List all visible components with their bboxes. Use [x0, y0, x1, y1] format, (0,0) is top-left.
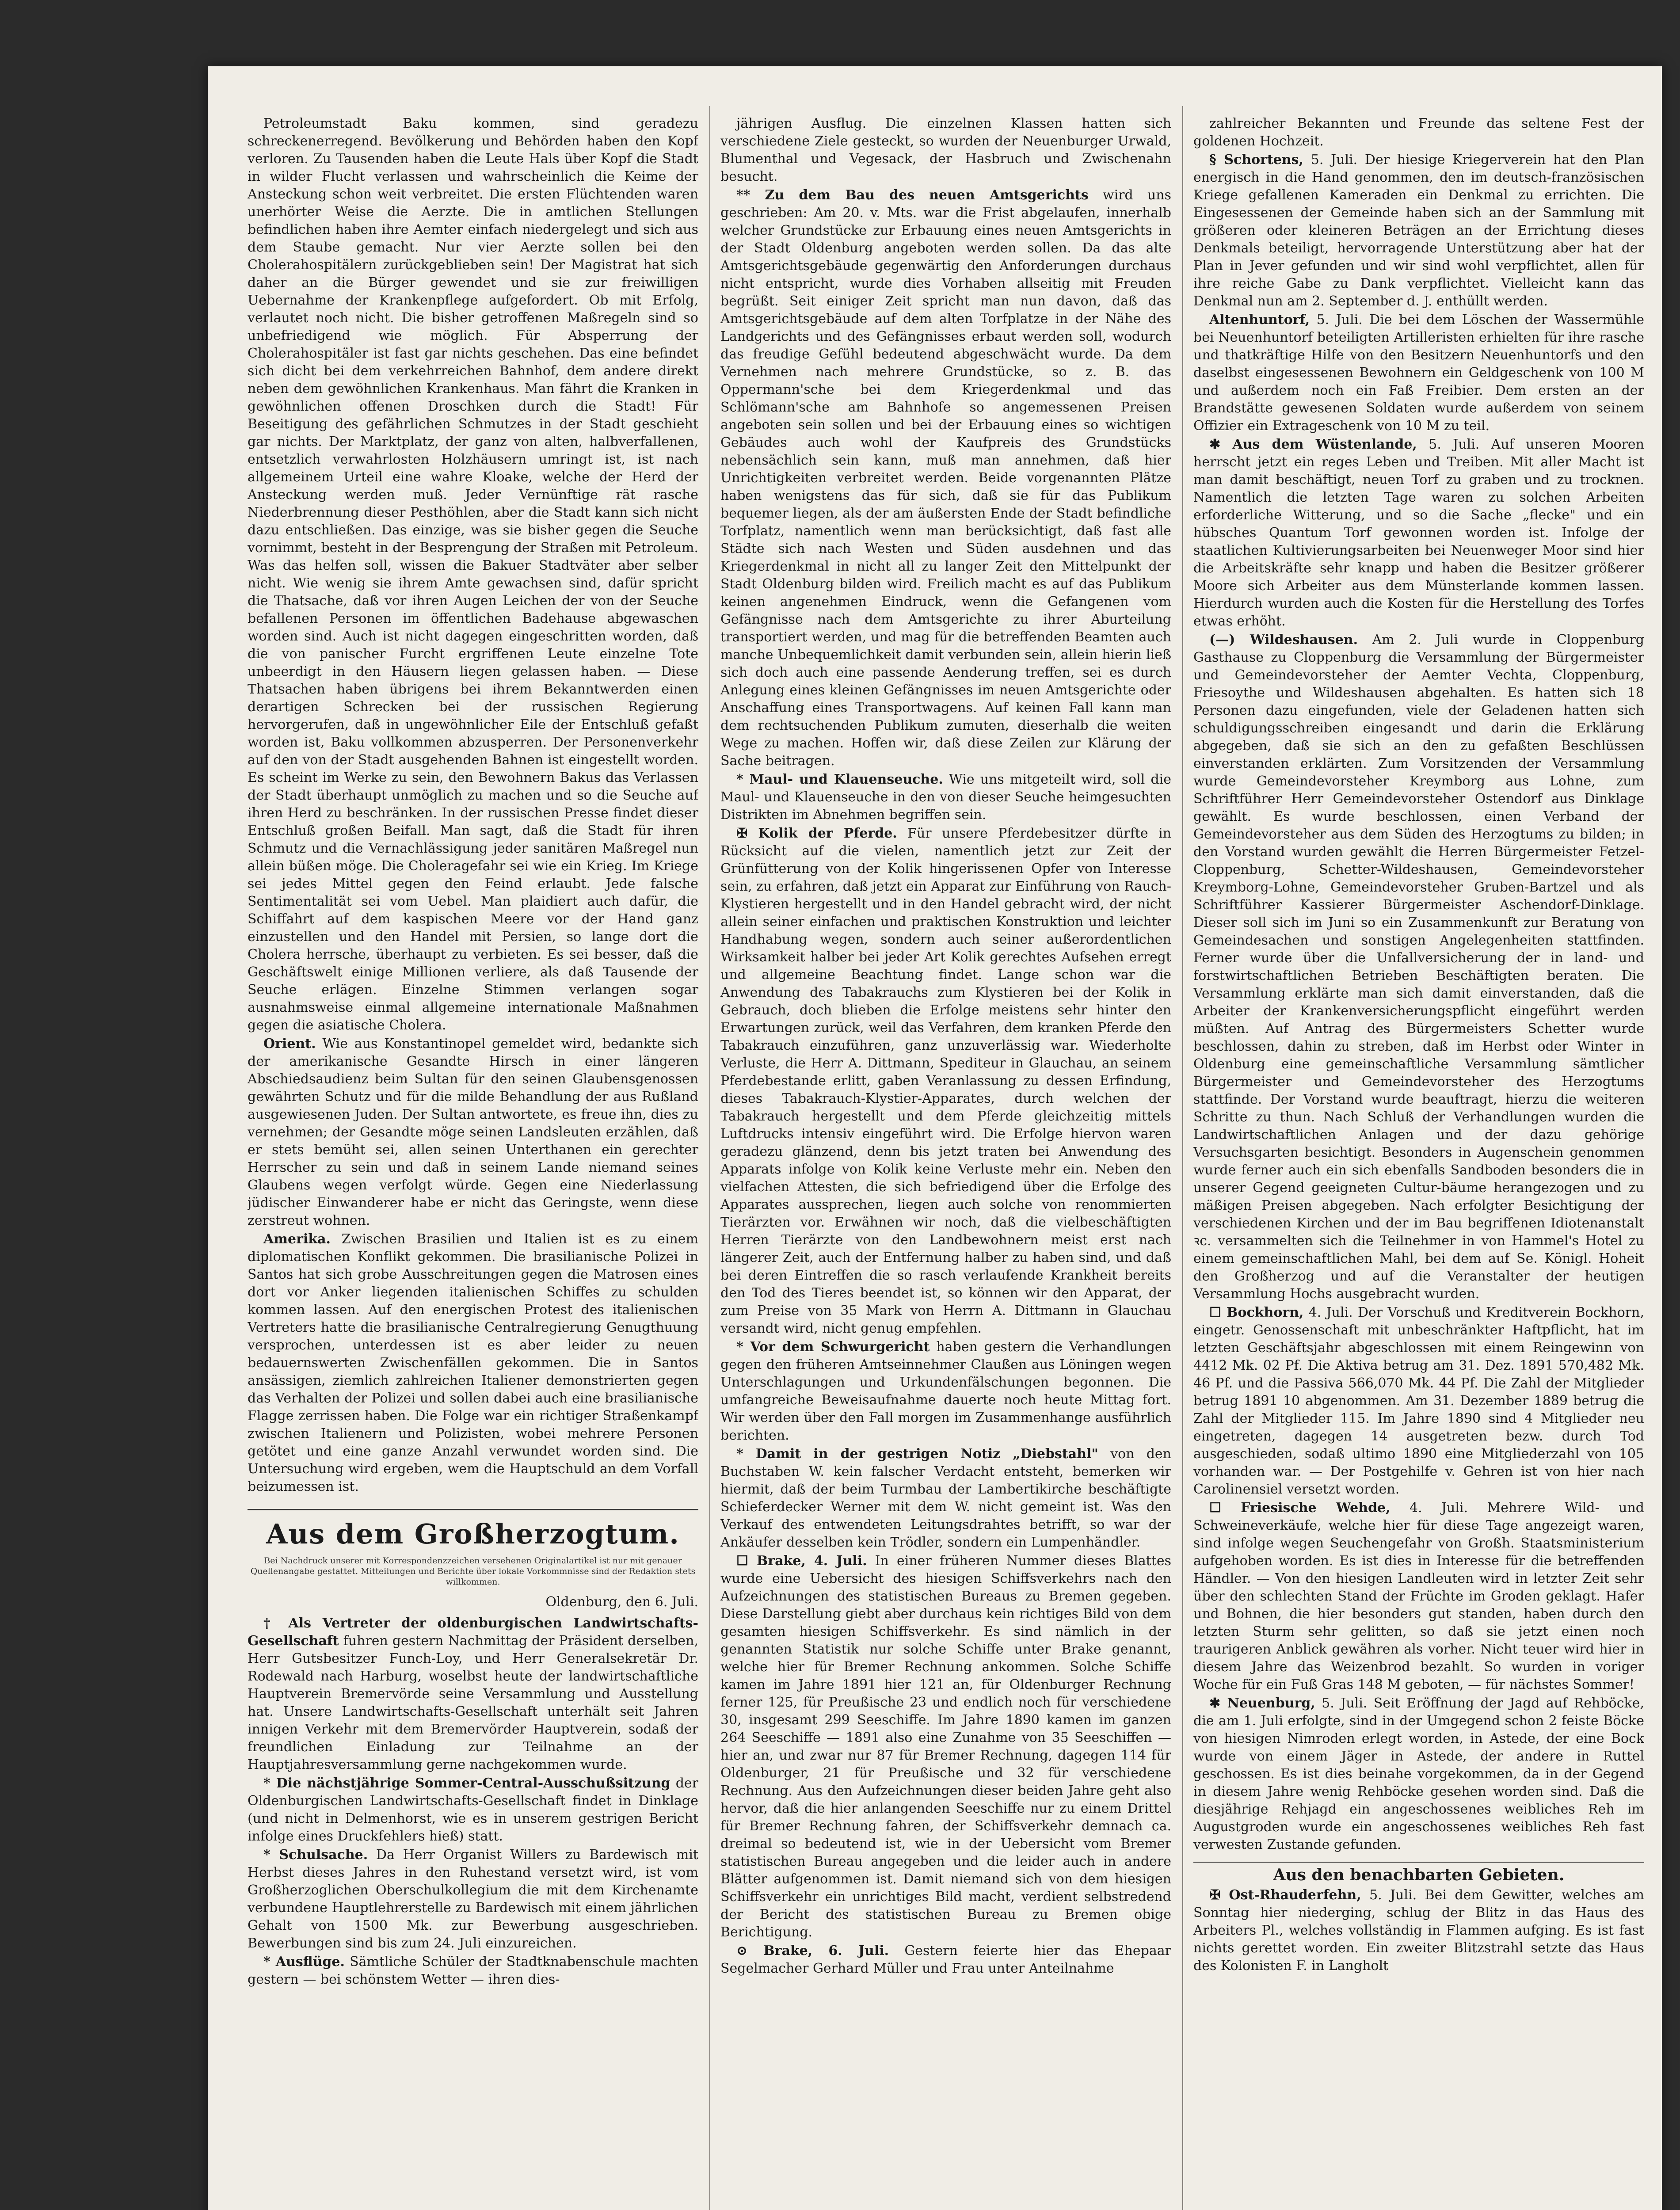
- article-kolik: [720, 825, 1171, 1337]
- article-headline: † Als Vertreter der oldenburgischen Landwirtschafts-Gesellschaft: [248, 1616, 698, 1649]
- article-headline: ✠ Kolik der Pferde.: [736, 826, 897, 841]
- article-body: Am 2. Juli wurde in Cloppenburg Gasthause zu Cloppenburg die Versammlung der Bürgermeister und Gemeindevorsteher der Aemter Vechta, Cloppenburg, Friesoythe und Wildeshausen abgehalten. Es hatten sich 18 Personen dazu eingefunden, viele der Geladenen hatten sich schuldigungsschreiben eingesandt und darin die Erklärung abgegeben, daß sie sich an den zu gefaßten Beschlüssen einverstanden erklärten. Zum Vorsitzenden der Versammlung wurde Gemeindevorsteher Kreymborg aus Lohne, zum Schriftführer Herr Gemeindevorsteher Ostendorf aus Dinklage gewählt. Es wurde beschlossen, einen Verband der Gemeindevorsteher aus dem Süden des Herzogtums zu bilden; in den Vorstand wurden gewählt die Herren Bürgermeister Fetzel-Cloppenburg, Schetter-Wildeshausen, Gemeindevorsteher Kreymborg-Lohne, Gemeindevorsteher Gruben-Bartzel und als Schriftführer Kassierer Bürgermeister Aschendorf-Dinklage. Dieser soll sich im Juni so ein Zusammenkunft zur Beratung von Gemeindesachen und sonstigen Angelegenheiten stattfinden. Ferner wurde über die Unfallversicherung der in land- und forstwirtschaftlichen Betrieben Beschäftigten beraten. Die Versammlung erklärte man sich damit einverstanden, daß die Arbeiter der Krankenversicherungspflicht eingeführt werden müßten. Auf Antrag des Bürgermeisters Schetter wurde beschlossen, dahin zu streben, daß im Herbst oder Winter in Oldenburg eine gemeinschaftliche Versammlung sämtlicher Bürgermeister und Gemeindevorsteher des Herzogtums stattfinde. Der Vorstand wurde beauftragt, hierzu die weiteren Schritte zu thun. Nach Schluß der Verhandlungen wurden die Landwirtschaftlichen Anlagen und der dazu gehörige Versuchsgarten besichtigt. Besonders in Augenschein genommen wurde ferner auch ein sich ebenfalls Sandboden besonders die in unserer Gegend geeigneten Cultur-bäume herangezogen und zu mäßigen Preisen abgegeben. Nach erfolgter Besichtigung der verschiedenen Kirchen und der im Bau begriffenen Idiotenanstalt ꝛc. versammelten sich die Teilnehmer in von Hammel's Hotel zu einem gemeinschaftlichen Mahl, bei dem auf Se. Königl. Hoheit den Großherzog und auf die Veranstalter der heutigen Versammlung Hochs ausgebracht wurden.: [1193, 632, 1644, 1302]
- article-brake-cont: zahlreicher Bekannten und Freunde das seltene Fest der goldenen Hochzeit.: [1193, 116, 1644, 149]
- article-diebstahl: [720, 1445, 1171, 1551]
- article-body: Wie aus Konstantinopel gemeldet wird, bedankte sich der amerikanische Gesandte Hirsch in einer längeren Abschiedsaudienz beim Sultan für den seinen Glaubensgenossen gewährten Schutz und für die milde Behandlung der aus Rußland ausgewiesenen Juden. Der Sultan antwortete, es freue ihn, dies zu vernehmen; der Gesandte möge seinen Landsleuten erzählen, daß er stets bemüht sei, allen seinen Unterthanen ein gerechter Herrscher zu sein und daß in seinem Lande niemand seines Glaubens wegen verfolgt würde. Gegen eine Niederlassung jüdischer Einwanderer habe er nicht das Geringste, wenn diese zerstreut wohnen.: [248, 1036, 698, 1228]
- article-headline: * Maul- und Klauenseuche.: [736, 772, 943, 787]
- article-headline: § Schortens,: [1209, 152, 1303, 168]
- article-bockhorn: [1193, 1304, 1644, 1498]
- article-body: 5. Juli. Die bei dem Löschen der Wassermühle bei Neuenhuntorf beteiligten Artilleristen erhielten für ihre rasche und thatkräftige Hilfe von den Besitzern Neuenhuntorfs und den daselbst eingesessenen Bewohnern ein Geldgeschenk von 100 M und außerdem noch ein Faß Freibier. Dem ersten an der Brandstätte gewesenen Soldaten wurde außerdem von seinem Offizier ein Extrageschenk von 10 M zu teil.: [1193, 312, 1644, 434]
- article-body: 5. Juli. Seit Eröffnung der Jagd auf Rehböcke, die am 1. Juli erfolgte, sind in der Umgegend schon 2 feiste Böcke von hiesigen Nimroden erlegt worden, in Astede, der eine Bock wurde von einem Jäger in Astede, der andere in Ruttel geschossen. Es ist dies beinahe vorgekommen, da in der Gegend in diesem Jahre wenig Rehböcke gesehen worden sind. Daß die diesjährige Rehjagd ein angeschossenes weibliches Reh im Augustgroden wurde ein angeschossenes weibliches Reh fast verwesten Zustande gefunden.: [1193, 1696, 1644, 1852]
- article-body: Da Herr Organist Willers zu Bardewisch mit Herbst dieses Jahres in den Ruhestand versetzt wird, ist vom Großherzoglichen Oberschulkollegium die mit dem Kirchenamte verbundene Hauptlehrerstelle zu Bardewisch mit einem jährlichen Gehalt von 1500 Mk. zur Bewerbung ausgeschrieben. Bewerbungen sind bis zum 24. Juli einzureichen.: [248, 1847, 698, 1951]
- article-orient: [248, 1035, 698, 1230]
- section-subtitle: Aus den benachbarten Gebieten.: [1193, 1862, 1644, 1884]
- article-altenhuntorf: [1193, 311, 1644, 435]
- article-neuenburg: [1193, 1695, 1644, 1854]
- article-headline: ☐ Friesische Wehde,: [1209, 1500, 1390, 1516]
- article-body: Zwischen Brasilien und Italien ist es zu einem diplomatischen Konflikt gekommen. Die brasilianische Polizei in Santos hat sich grobe Ausschreitungen gegen die Matrosen eines dort vor Anker liegenden italienischen Schiffes zu schulden kommen lassen. Auf den energischen Protest des italienischen Vertreters hatte die brasilianische Centralregierung Genugthuung versprochen, unterdessen ist es aber leider zu neuen bedauernswerten Zwischenfällen gekommen. Die in Santos ansässigen, ziemlich zahlreichen Italiener demonstrierten gegen das Verhalten der Polizei und sollen dabei auch eine brasilianische Flagge zerrissen haben. Die Folge war ein richtiger Straßenkampf zwischen Italienern und Polizisten, wobei mehrere Personen getötet und eine ganze Anzahl verwundet worden sind. Die Untersuchung wird ergeben, wem die Hauptschuld an dem Vorfall beizumessen ist.: [248, 1231, 698, 1494]
- article-body: 4. Juli. Der Vorschuß und Kreditverein Bockhorn, eingetr. Genossenschaft mit unbeschränkter Haftpflicht, hat im letzten Geschäftsjahr abgeschlossen mit einem Reingewinn von 4412 Mk. 02 Pf. Die Aktiva betrug am 31. Dez. 1891 570,482 Mk. 46 Pf. und die Passiva 566,070 Mk. 44 Pf. Die Zahl der Mitglieder betrug 1891 10 abgenommen. Am 31. Dezember 1889 betrug die Zahl der Mitglieder 115. Im Jahre 1890 sind 4 Mitglieder neu eingetreten, dagegen 14 ausgetreten bezw. durch Tod ausgeschieden, sodaß ultimo 1890 eine Mitgliederzahl von 105 vorhanden war. — Der Postgehilfe v. Gehren ist von hier nach Carolinensiel versetzt worden.: [1193, 1305, 1644, 1497]
- article-headline: ☐ Brake, 4. Juli.: [736, 1553, 867, 1569]
- article-wuestenland: [1193, 436, 1644, 630]
- article-schwurgericht: [720, 1338, 1171, 1444]
- article-headline: ✱ Neuenburg,: [1209, 1696, 1315, 1711]
- article-body: von den Buchstaben W. kein falscher Verdacht entsteht, bemerken wir hiermit, daß der beim Turmbau der Lambertikirche beschäftigte Schieferdecker Werner mit dem W. nicht gemeint ist. Was den Verkauf des entwendeten Leitungsdrahtes betrifft, so war der Ankäufer desselben kein Trödler, sondern ein Lumpenhändler.: [720, 1446, 1171, 1550]
- article-headline: * Die nächstjährige Sommer-Central-Ausschußsitzung: [263, 1776, 670, 1791]
- column-middle: [720, 115, 1171, 2210]
- article-maulseuche: [720, 771, 1171, 824]
- column-left: [248, 115, 698, 2210]
- article-body: 5. Juli. Der hiesige Kriegerverein hat den Plan energisch in die Hand genommen, den im deutsch-französischen Kriege gefallenen Kameraden ein Denkmal zu errichten. Die Eingesessenen der Gemeinde haben sich an der Sammlung mit größeren oder kleineren Beträgen an der Errichtung dieses Denkmals beteiligt, hervorragende Unterstützung aber hat der Plan in Jever gefunden und wir sind wohl verpflichtet, allen für ihre reiche Gabe zu Dank verpflichtet. Vielleicht kann das Denkmal nun am 2. September d. J. enthüllt werden.: [1193, 152, 1644, 309]
- article-body: 4. Juli. Mehrere Wild- und Schweineverkäufe, welche hier für diese Tage angezeigt waren, sind infolge wegen Seuchengefahr von Großh. Staatsministerium aufgehoben worden. Es ist dies in Interesse für die betreffenden Händler. — Von den hiesigen Landleuten wird in letzter Zeit sehr über den schlechten Stand der Früchte im Groden geklagt. Hafer und Bohnen, die hier besonders gut standen, haben durch den letzten Sturm sehr gelitten, so daß sie jetzt einen noch traurigeren Anblick gewähren als vorher. Nicht teuer wird hier in diesem Jahre das Weizenbrod bezahlt. So wurden in voriger Woche für ein Fuß Gras 148 M geboten, — für nächstes Sommer!: [1193, 1500, 1644, 1692]
- article-amtsgericht: [720, 187, 1171, 770]
- article-brake-2: [720, 1942, 1171, 1978]
- article-brake-1: [720, 1552, 1171, 1941]
- article-landwirtschaft: [248, 1615, 698, 1774]
- article-headline: Altenhuntorf,: [1209, 312, 1310, 328]
- article-headline: ✱ Aus dem Wüstenlande,: [1209, 437, 1417, 452]
- article-body: der Oldenburgischen Landwirtschafts-Gesellschaft findet in Dinklage (und nicht in Delmenhorst, wie es in unserem gestrigen Bericht infolge eines Druckfehlers hieß) statt.: [248, 1776, 698, 1844]
- article-wildeshausen: [1193, 631, 1644, 1303]
- article-body: haben gestern die Verhandlungen gegen den früheren Amtseinnehmer Claußen aus Löningen wegen Unterschlagungen und Urkundenfälschungen begonnen. Die umfangreiche Beweisaufnahme dauerte noch heute Mittag fort. Wir werden über den Fall morgen im Zusammenhange ausführlich berichten.: [720, 1339, 1171, 1443]
- article-body: wird uns geschrieben: Am 20. v. Mts. war die Frist abgelaufen, innerhalb welcher Grundstücke zur Erbauung eines neuen Amtsgerichts in der Stadt Oldenburg angeboten werden sollen. Da das alte Amtsgerichtsgebäude gegenwärtig den Anforderungen durchaus nicht entspricht, wurde dies Vorhaben allseitig mit Freuden begrüßt. Seit einiger Zeit spricht man nun davon, daß das Amtsgerichtsgebäude auf dem alten Torfplatze in der Nähe des Landgerichts und des Gefängnisses erbaut werden soll, wodurch das freudige Gefühl bedeutend abgeschwächt wurde. Da dem Vernehmen nach mehrere Grundstücke, so z. B. das Oppermann'sche bei dem Kriegerdenkmal und das Schlömann'sche am Bahnhofe so angemessenen Preisen angeboten sein sollen und bei der Erbauung eines so wichtigen Gebäudes auch wohl der Kaufpreis des Grundstücks nebensächlich sein kann, muß man annehmen, daß hier Unrichtigkeiten verbreitet werden. Beide vorgenannten Plätze haben wenigstens das für sich, daß sie für das Publikum bequemer liegen, als der am äußersten Ende der Stadt befindliche Torfplatz, namentlich wenn man berücksichtigt, daß fast alle Städte sich nach Westen und Süden ausdehnen und das Kriegerdenkmal in nicht all zu langer Zeit den Mittelpunkt der Stadt Oldenburg bilden wird. Freilich macht es auf das Publikum keinen angenehmen Eindruck, wenn die Gefangenen vom Gefängnisse nach dem Amtsgerichte zu ihrer Aburteilung transportiert werden, und mag für die betreffenden Beamten auch manche Unbequemlichkeit damit verbunden sein, allein hierin ließ sich doch auch eine passende Aenderung treffen, sei es durch Anlegung eines kleinen Gefängnisses im neuen Amtsgerichte oder Anschaffung eines Transportwagens. Auf keinen Fall kann man dem rechtsuchenden Publikum zumuten, dieserhalb die weiten Wege zu machen. Hoffen wir, daß diese Zeilen zur Klärung der Sache beitragen.: [720, 187, 1171, 769]
- section-title: Aus dem Großherzogtum.: [248, 1509, 698, 1552]
- article-headline: ✠ Ost-Rhauderfehn,: [1209, 1887, 1361, 1903]
- article-body: Wie uns mitgeteilt wird, soll die Maul- und Klauenseuche in den von dieser Seuche heimgesuchten Distrikten im Abnehmen begriffen sein.: [720, 772, 1171, 823]
- article-body: Sämtliche Schüler der Stadtknabenschule machten gestern — bei schönstem Wetter — ihren dies-: [248, 1954, 698, 1987]
- article-schulsache: [248, 1846, 698, 1952]
- newspaper-page: [208, 66, 1662, 2210]
- article-body: 5. Juli. Auf unseren Mooren herrscht jetzt ein reges Leben und Treiben. Mit aller Macht ist man damit beschäftigt, neuen Torf zu graben und zu trocknen. Namentlich die letzten Tage waren zu solchen Arbeiten erforderliche Witterung, und so die Sache „flecke" und ein hübsches Quantum Torf gewonnen worden ist. Infolge der staatlichen Kultivierungsarbeiten bei Neuenweger Moor sind hier die Arbeitskräfte sehr knapp und haben die Besitzer größerer Moore sich Arbeiter aus dem Münsterlande kommen lassen. Hierdurch wurden auch die Kosten für die Herstellung des Torfes etwas erhöht.: [1193, 437, 1644, 629]
- article-headline: * Schulsache.: [263, 1847, 368, 1863]
- article-friesische-wehde: [1193, 1499, 1644, 1694]
- article-headline: * Ausflüge.: [263, 1954, 345, 1970]
- article-amerika: [248, 1231, 698, 1496]
- article-body: Gestern feierte hier das Ehepaar Segelmacher Gerhard Müller und Frau unter Anteilnahme: [720, 1943, 1171, 1976]
- article-schortens: [1193, 151, 1644, 310]
- article-headline: Amerika.: [263, 1231, 331, 1247]
- article-ausflug-cont: jährigen Ausflug. Die einzelnen Klassen hatten sich verschiedene Ziele gesteckt, so wurden der Neuenburger Urwald, Blumenthal und Vegesack, der Hasbruch und Zwischenahn besucht.: [720, 116, 1171, 184]
- article-headline: ☐ Bockhorn,: [1209, 1305, 1304, 1320]
- article-baku: Petroleumstadt Baku kommen, sind geradezu schreckenerregend. Bevölkerung und Behörden haben den Kopf verloren. Zu Tausenden haben die Leute Hals über Kopf die Stadt in wilder Flucht verlassen und wahrscheinlich die Keime der Ansteckung schon weit verbreitet. Die ersten Flüchtenden waren unerhörter Weise die Aerzte. Die in amtlichen Stellungen befindlichen haben ihre Aemter einfach niedergelegt und sich aus dem Staube gemacht. Nur vier Aerzte sollen bei den Cholerahospitälern zurückgeblieben sein! Der Magistrat hat sich daher an die Bürger gewendet und sie zur freiwilligen Uebernahme der Krankenpflege aufgefordert. Ob mit Erfolg, verlautet noch nicht. Die bisher getroffenen Maßregeln sind so unbefriedigend wie möglich. Für Absperrung der Cholerahospitäler ist fast gar nichts geschehen. Das eine befindet sich dicht bei dem verkehrreichen Bahnhof, dem andere direkt neben dem gewöhnlichen Krankenhaus. Man fährt die Kranken in gewöhnlichen offenen Droschken durch die Stadt! Für Beseitigung des gefährlichen Schmutzes in der Stadt geschieht gar nichts. Der Marktplatz, der ganz von alten, halbverfallenen, entsetzlich verwahrlosten Holzhäusern umringt ist, ist nach allgemeinem Urteil eine wahre Kloake, welche der Herd der Ansteckung werden muß. Jeder Vernünftige rät rasche Niederbrennung dieser Pesthöhlen, aber die Stadt kann sich nicht dazu entschließen. Das einzige, was sie bisher gegen die Seuche vornimmt, besteht in der Besprengung der Straßen mit Petroleum. Was das helfen soll, wissen die Bakuer Stadtväter aber selber nicht. Wie wenig sie ihrem Amte gewachsen sind, dafür spricht die Thatsache, daß vor ihren Augen Leichen der von der Seuche befallenen Personen im öffentlichen Badehause abgewaschen worden sind. Auch ist nicht dagegen eingeschritten worden, daß die von panischer Furcht ergriffenen Leute einzelne Tote unbeerdigt in den Häusern liegen gelassen haben. — Diese Thatsachen haben übrigens bei ihrem Bekanntwerden einen derartigen Schrecken bei der russischen Regierung hervorgerufen, daß in ungewöhnlicher Eile der Entschluß gefaßt worden ist, Baku vollkommen abzusperren. Der Personenverkehr auf den von der Stadt ausgehenden Bahnen ist eingestellt worden. Es scheint im Werke zu sein, den Bewohnern Bakus das Verlassen der Stadt überhaupt unmöglich zu machen und so die Seuche auf ihren Herd zu beschränken. In der russischen Presse findet dieser Entschluß großen Beifall. Man sagt, daß die Stadt für ihren Schmutz und die Vernachlässigung jeder sanitären Maßregel nun allein büßen möge. Die Choleragefahr sei wie ein Krieg. Im Kriege sei jedes Mittel gegen den Feind erlaubt. Jede falsche Sentimentalität sei vom Uebel. Man plaidiert auch dafür, die Schiffahrt auf dem kaspischen Meere vor der Hand ganz einzustellen und den Handel mit Persien, so lange dort die Cholera herrsche, überhaupt zu verbieten. Es sei besser, daß die Geschäftswelt einige Millionen verliere, als daß Tausende der Seuche erlägen. Einzelne Stimmen verlangen sogar ausnahmsweise einmal allgemeine internationale Maßnahmen gegen die asiatische Cholera.: [248, 116, 698, 1033]
- article-sommer: [248, 1775, 698, 1845]
- article-headline: ** Zu dem Bau des neuen Amtsgerichts: [736, 187, 1089, 203]
- column-divider: [709, 106, 710, 2210]
- dateline: Oldenburg, den 6. Juli.: [545, 1594, 698, 1610]
- article-ost-rhauderfehn: [1193, 1886, 1644, 1975]
- article-headline: * Damit in der gestrigen Notiz „Diebstahl": [736, 1446, 1099, 1462]
- article-headline: (—) Wildeshausen.: [1209, 632, 1358, 648]
- article-body: Für unsere Pferdebesitzer dürfte in Rücksicht auf die vielen, namentlich jetzt zur Zeit der Grünfütterung von der Kolik hingerissenen Opfer von Interesse sein, zu erfahren, daß jetzt ein Apparat zur Einführung von Rauch-Klystieren hergestellt und in den Handel gebracht wird, der nicht allein seiner einfachen und praktischen Konstruktion und leichter Handhabung wegen, sondern auch seiner außerordentlichen Wirksamkeit halber bei jeder Art Kolik gerechtes Aufsehen erregt und allgemeine Beachtung findet. Lange schon war die Anwendung des Tabakrauchs zum Klystieren bei der Kolik in Gebrauch, doch blieben die Erfolge meistens sehr hinter den Erwartungen zurück, weil das Verfahren, dem kranken Pferde den Tabakrauch einzuführen, ganz unzuverlässig war. Wiederholte Verluste, die Herr A. Dittmann, Spediteur in Glauchau, an seinem Pferdebestande erlitt, gaben Veranlassung zu dessen Erfindung, dieses Tabakrauch-Klystier-Apparates, durch welchen der Tabakrauch hergestellt und dem Pferde gleichzeitig mittels Luftdrucks intensiv eingeführt wird. Die Erfolge hiervon waren geradezu glänzend, denn bis jetzt traten bei Anwendung des Apparats infolge von Kolik keine Verluste mehr ein. Neben den vielfachen Attesten, die sich befriedigend über die Erfolge des Apparates aussprechen, liegen auch solche von renommierten Tierärzten vor. Erwähnen wir noch, daß die vielbeschäftigten Herren Tierärzte von den Landbewohnern meist erst nach längerer Zeit, auch der Entfernung halber zu haben sind, und daß bei deren Eintreffen die so rasch verlaufende Krankheit bereits den Tod des Tieres beendet ist, so können wir den Apparat, der zum Preise von 35 Mark von Herrn A. Dittmann in Glauchau versandt wird, nicht genug empfehlen.: [720, 826, 1171, 1336]
- article-body: In einer früheren Nummer dieses Blattes wurde eine Uebersicht des hiesigen Schiffsverkehrs nach den Aufzeichnungen des statistischen Bureaus zu Bremen gegeben. Diese Darstellung giebt aber durchaus kein richtiges Bild von dem gesamten hiesigen Schiffsverkehr. Es sind nämlich in der genannten Statistik nur solche Schiffe unter Brake genannt, welche hier für Bremer Rechnung ankommen. Solche Schiffe kamen im Jahre 1891 hier 121 an, für Oldenburger Rechnung ferner 125, für Preußische 23 und endlich noch für verschiedene 30, insgesamt 299 Seeschiffe. Im Jahre 1890 kamen im ganzen 264 Seeschiffe — 1891 also eine Zunahme von 35 Seeschiffen — hier an, und zwar nur 87 für Bremer Rechnung, dagegen 114 für Oldenburger, 21 für Preußische und 32 für verschiedene Rechnung. Aus den Aufzeichnungen dieser beiden Jahre geht also hervor, daß die hier anlangenden Seeschiffe nur zu einem Drittel für Bremer Rechnung fahren, der Schiffsverkehr demnach ca. dreimal so bedeutend ist, wie in der Uebersicht vom Bremer statistischen Bureau angegeben und die leider auch in andere Blätter aufgenommen ist. Damit niemand sich von dem hiesigen Schiffsverkehr ein unrichtiges Bild macht, verdient selbstredend der Bericht des statistischen Bureau zu Bremen obige Berichtigung.: [720, 1553, 1171, 1940]
- article-ausfluege: [248, 1953, 698, 1989]
- article-body: 5. Juli. Bei dem Gewitter, welches am Sonntag hier niederging, schlug der Blitz in das Haus des Arbeiters Pl., welches vollständig in Flammen aufging. Es ist fast nichts gerettet worden. Ein zweiter Blitzstrahl setzte das Haus des Kolonisten F. in Langholt: [1193, 1887, 1644, 1974]
- article-body: fuhren gestern Nachmittag der Präsident derselben, Herr Gutsbesitzer Funch-Loy, und Herr Generalsekretär Dr. Rodewald nach Harburg, woselbst heute der landwirtschaftliche Hauptverein Bremervörde seine Versammlung und Ausstellung hat. Unsere Landwirtschafts-Gesellschaft unterhält seit Jahren innigen Verkehr mit dem Bremervörder Hauptverein, sodaß der freundlichen Einladung zur Teilnahme an der Hauptjahresversammlung gerne nachgekommen wurde.: [248, 1633, 698, 1772]
- article-headline: * Vor dem Schwurgericht: [736, 1339, 930, 1355]
- article-headline: Orient.: [263, 1036, 316, 1052]
- article-headline: ⊙ Brake, 6. Juli.: [736, 1943, 889, 1959]
- column-divider: [1182, 106, 1183, 2210]
- section-note: Bei Nachdruck unserer mit Korrespondenzzeichen versehenen Originalartikel ist nur mit genauer Quellenangabe gestattet. Mitteilungen und Berichte über lokale Vorkommnisse sind der Redaktion stets willkommen.: [250, 1556, 696, 1587]
- column-right: [1193, 115, 1644, 2210]
